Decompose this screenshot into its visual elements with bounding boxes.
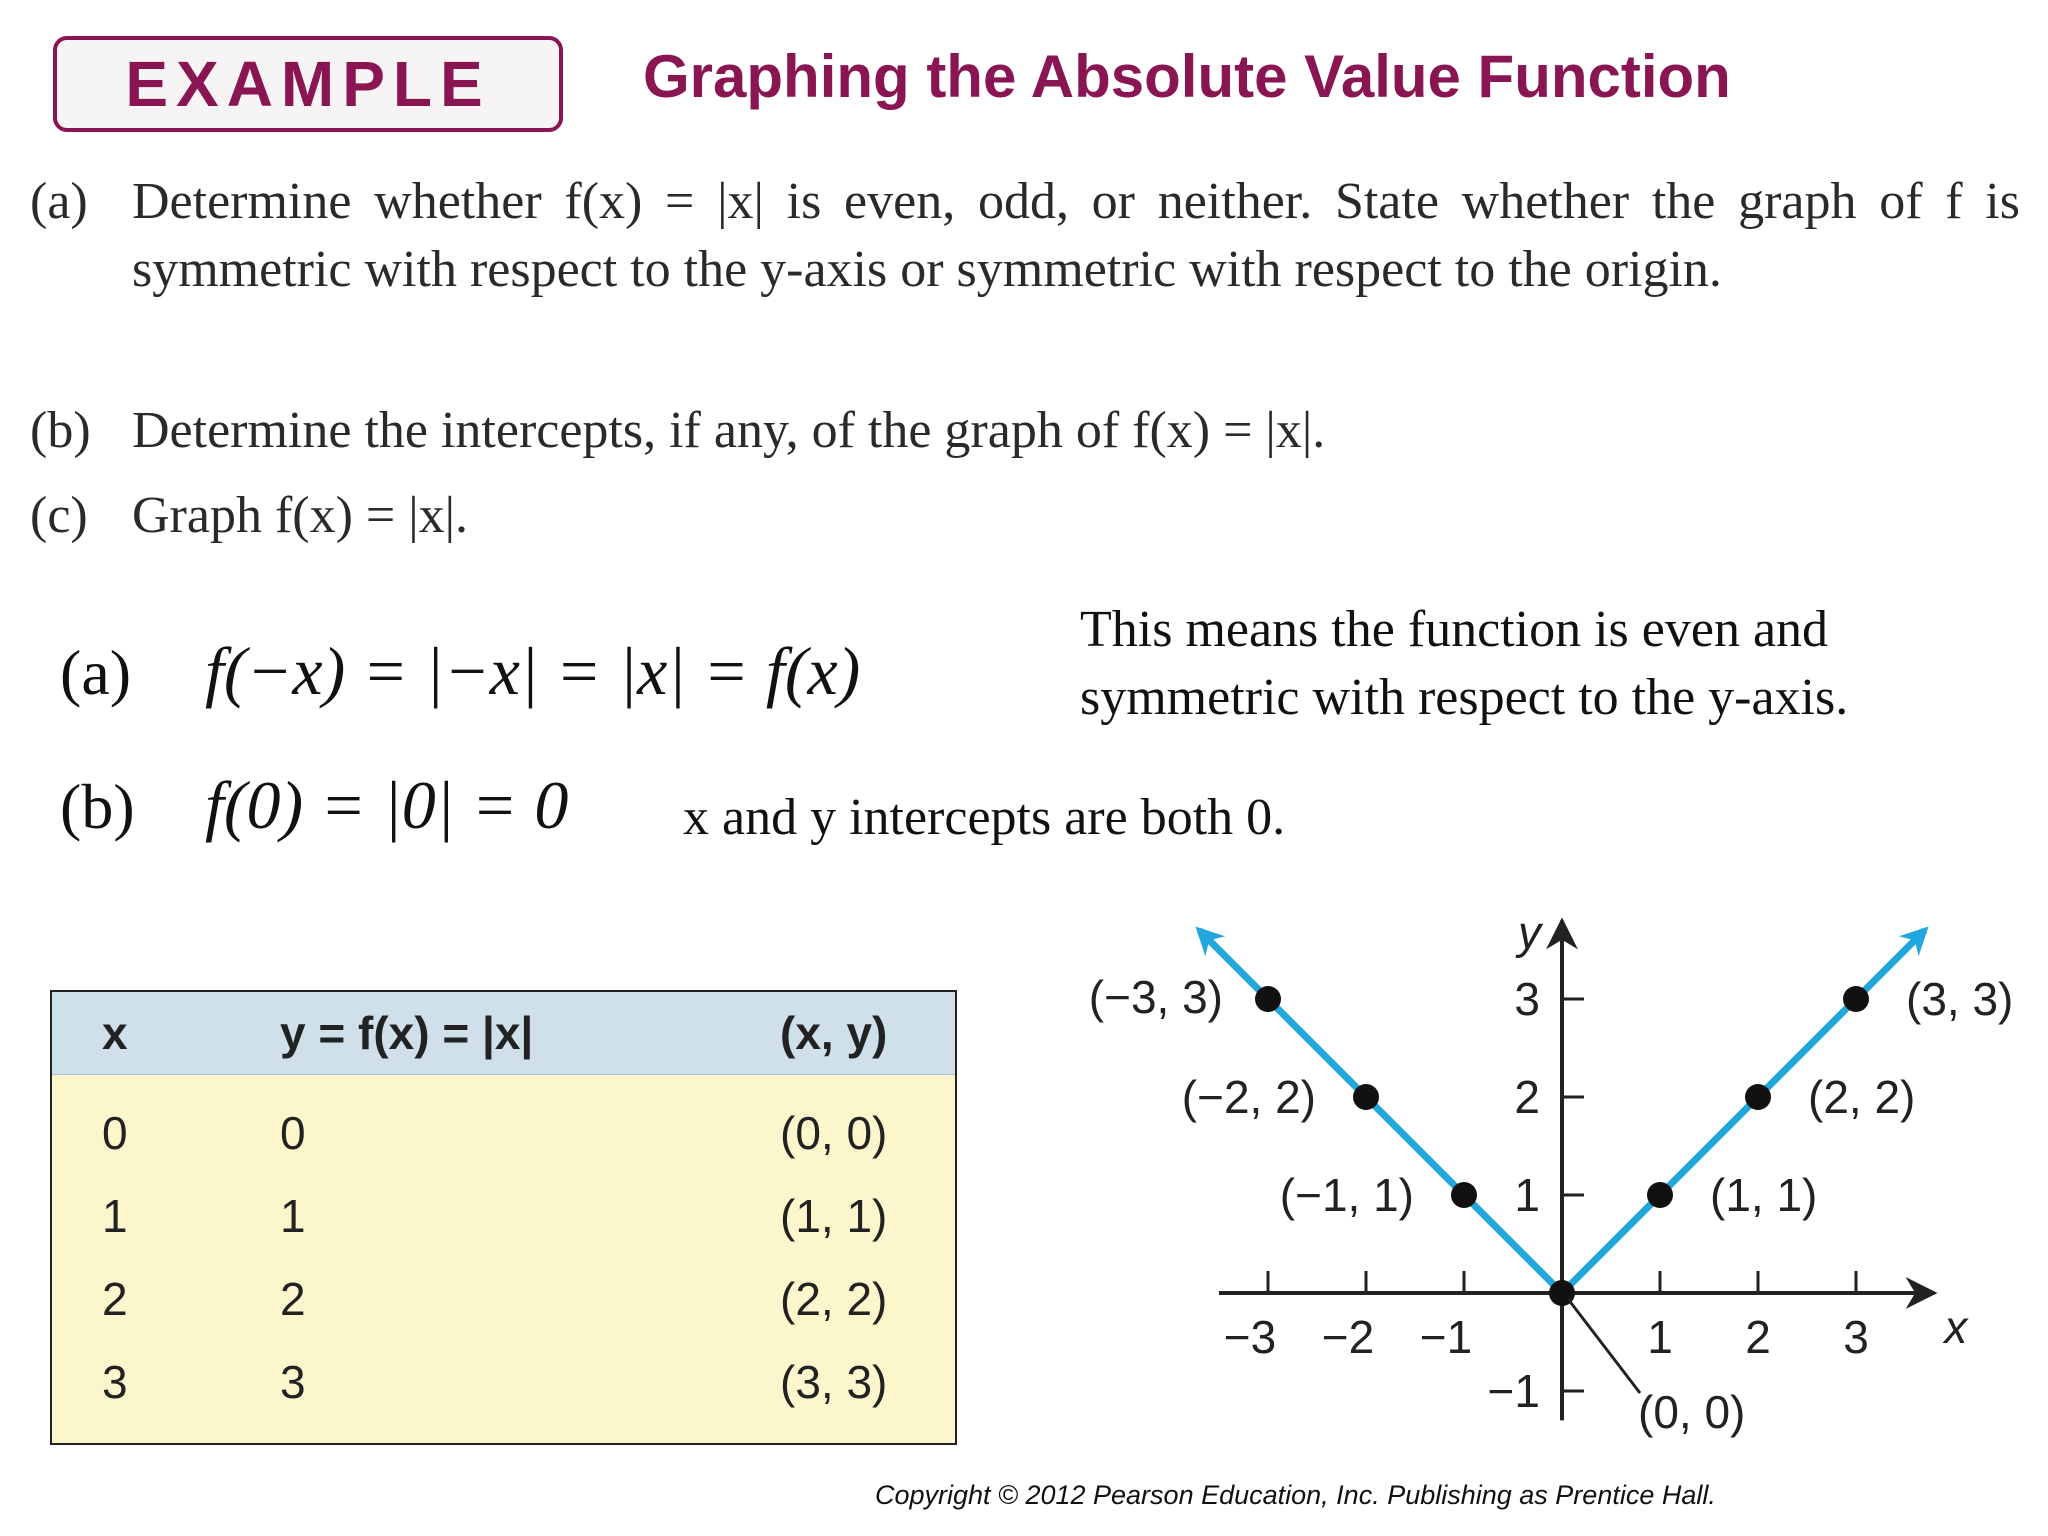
y-tick-label: 2: [1514, 1071, 1540, 1123]
problem-a-label: (a): [30, 173, 88, 230]
example-badge: EXAMPLE: [53, 36, 563, 132]
data-point: [1647, 1182, 1673, 1208]
table-cell: 3: [280, 1356, 306, 1408]
header-y: y = f(x) = |x|: [280, 1007, 534, 1059]
x-axis-label: x: [1944, 1301, 1968, 1353]
x-tick-label: −1: [1419, 1311, 1473, 1363]
problem-b-label: (b): [30, 402, 91, 459]
solution-b-label: (b): [60, 771, 135, 842]
problem-c-text: Graph f(x) = |x|.: [132, 487, 469, 544]
x-tick-label: 3: [1843, 1311, 1869, 1363]
solution-b-equation: [205, 766, 568, 845]
data-point: [1745, 1084, 1771, 1110]
x-tick-label: −2: [1321, 1311, 1375, 1363]
problem-b: [30, 397, 2020, 467]
problem-a-text: Determine whether f(x) = |x| is even, odd, or neither. State whether the graph of f is symmetric with respect to the y-axis or symmetric with respect to the origin.: [132, 173, 2020, 298]
point-label: (−1, 1): [1279, 1169, 1414, 1221]
x-tick-label: 1: [1647, 1311, 1673, 1363]
data-point: [1255, 986, 1281, 1012]
point-label: (3, 3): [1906, 973, 2014, 1025]
table-cell: 1: [280, 1190, 306, 1242]
table-cell: (0, 0): [780, 1107, 888, 1159]
table-header: [52, 992, 955, 1075]
point-label: (−3, 3): [1088, 971, 1223, 1023]
table-cell: 2: [102, 1273, 128, 1325]
solution-a-label: (a): [60, 637, 132, 708]
problem-c: [30, 482, 2020, 552]
values-table: [50, 990, 957, 1445]
y-tick-label: 3: [1514, 973, 1540, 1025]
header-x: x: [102, 1007, 128, 1059]
y-axis-label: y: [1518, 906, 1541, 959]
copyright: Copyright © 2012 Pearson Education, Inc. Publishing as Prentice Hall.: [875, 1480, 1716, 1510]
table-cell: (1, 1): [780, 1190, 888, 1242]
header-xy: (x, y): [780, 1007, 888, 1059]
problem-a: [30, 168, 2020, 378]
point-label: (−2, 2): [1181, 1071, 1316, 1123]
table-cell: 0: [280, 1107, 306, 1159]
solution-a-equation: [205, 632, 860, 711]
solution-b-note: x and y intercepts are both 0.: [683, 789, 1286, 846]
absolute-value-graph: [1050, 900, 2048, 1460]
y-tick-label: −1: [1487, 1365, 1540, 1417]
x-tick-label: 2: [1745, 1311, 1771, 1363]
table-cell: 0: [102, 1107, 128, 1159]
table-cell: 3: [102, 1356, 128, 1408]
table-cell: 2: [280, 1273, 306, 1325]
problem-b-text: Determine the intercepts, if any, of the graph of f(x) = |x|.: [132, 402, 1326, 459]
x-tick-label: −3: [1223, 1311, 1277, 1363]
point-label: (2, 2): [1808, 1071, 1916, 1123]
solution-a-note: This means the function is even and symmetric with respect to the y-axis.: [1080, 601, 1849, 726]
y-tick-label: 1: [1514, 1169, 1540, 1221]
data-point: [1353, 1084, 1379, 1110]
point-label: (0, 0): [1638, 1386, 1746, 1438]
data-point: [1843, 986, 1869, 1012]
solution-b-equation-text: f(0) = |0| = 0: [205, 767, 569, 843]
data-point: [1451, 1182, 1477, 1208]
table-cell: (2, 2): [780, 1273, 888, 1325]
origin-leader-line: [1568, 1299, 1640, 1393]
table-cell: 1: [102, 1190, 128, 1242]
page-title: Graphing the Absolute Value Function: [643, 43, 1731, 110]
table-cell: (3, 3): [780, 1356, 888, 1408]
solution-a-equation-text: f(−x) = |−x| = |x| = f(x): [205, 633, 861, 709]
point-label: (1, 1): [1710, 1169, 1818, 1221]
problem-c-label: (c): [30, 487, 88, 544]
